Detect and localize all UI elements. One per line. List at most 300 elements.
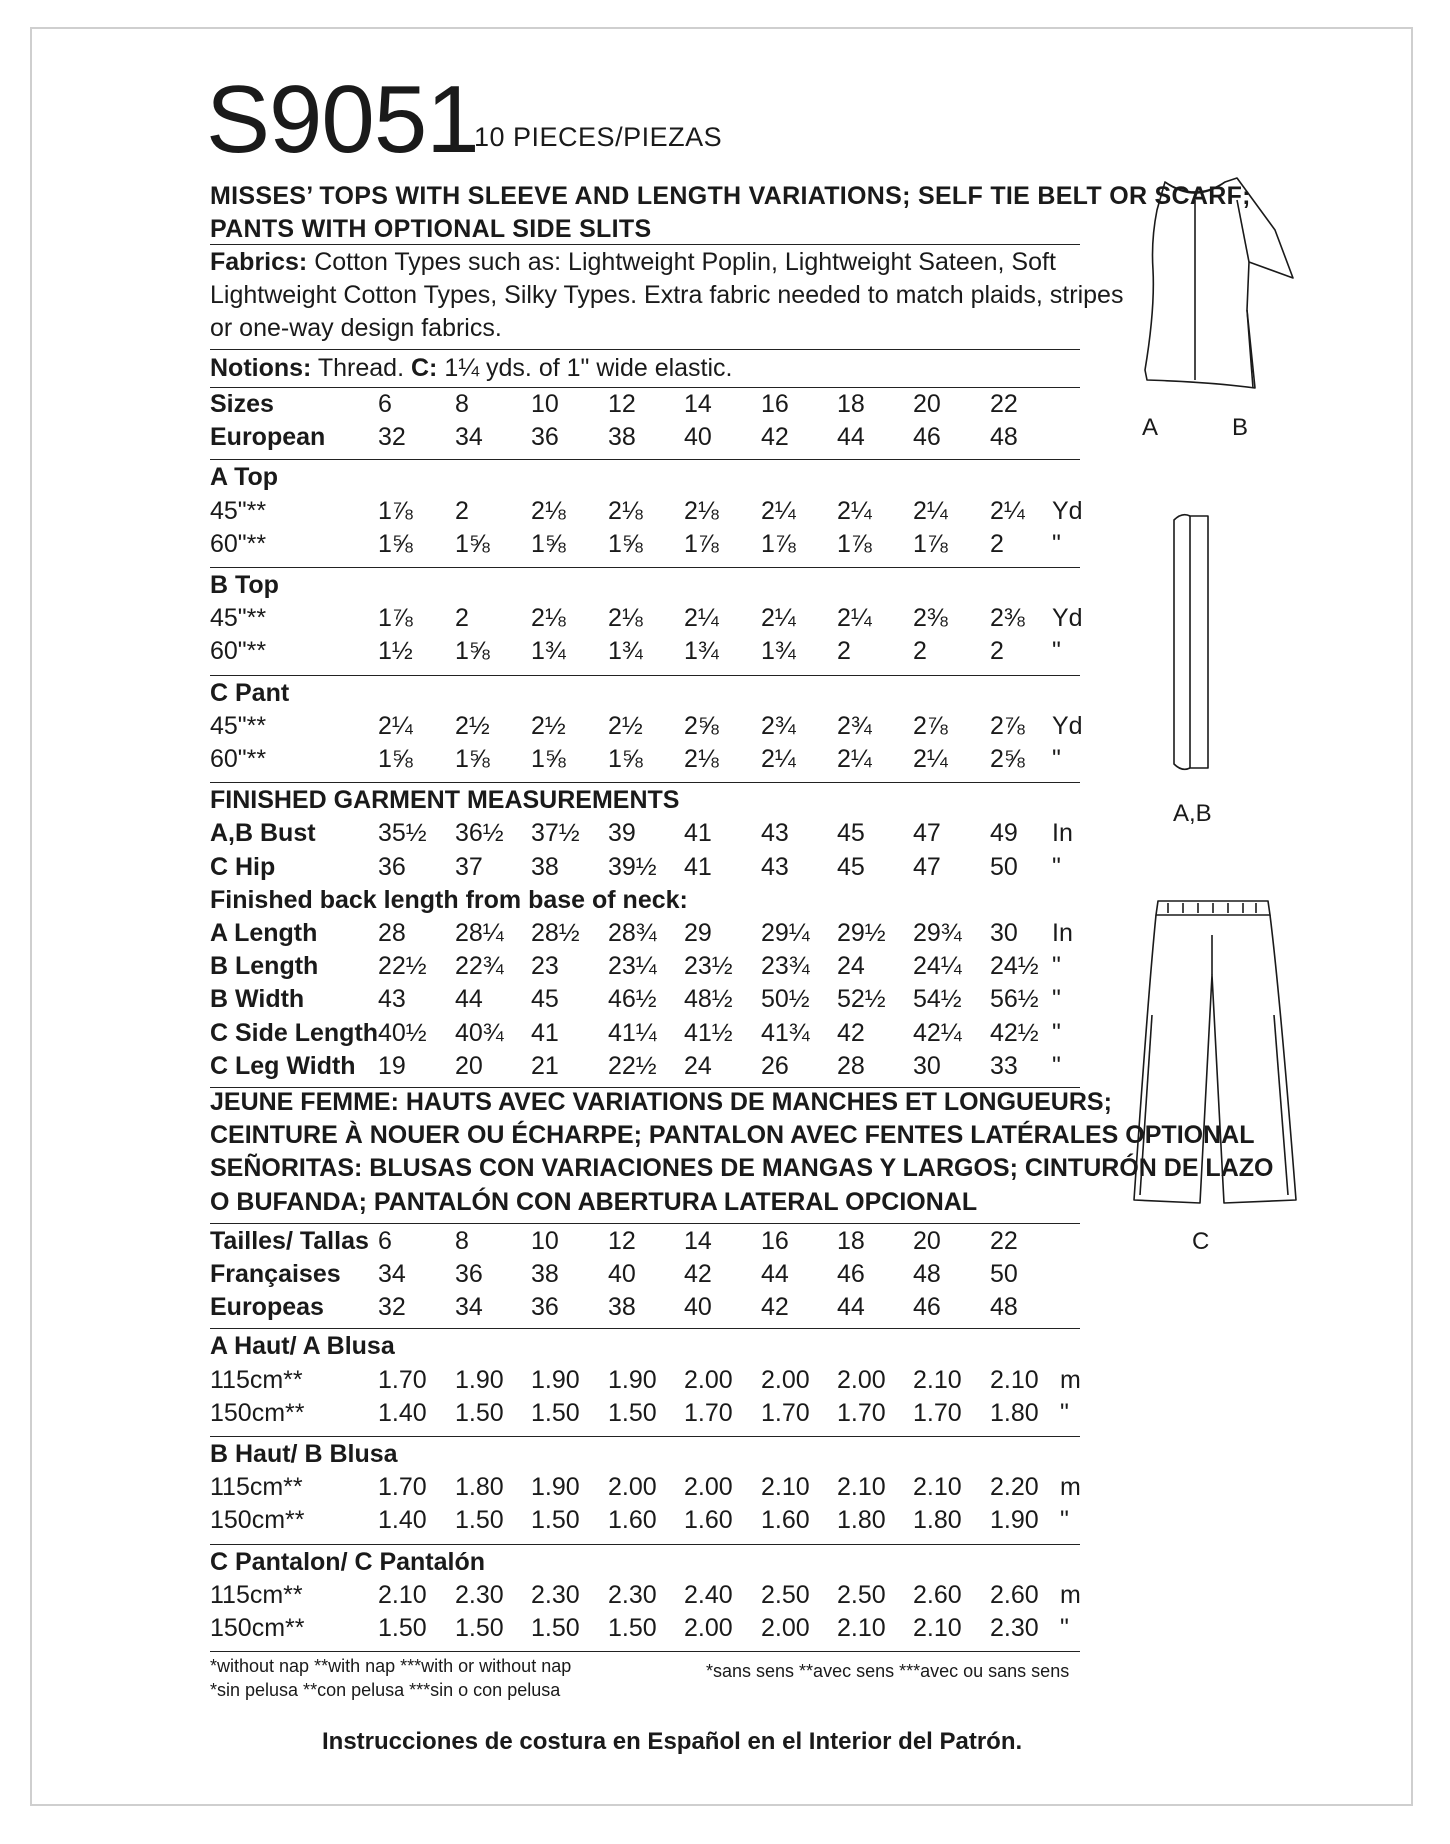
table-cell: 50 [990,1260,1018,1288]
table-cell: 23 [531,952,559,981]
table-cell: 38 [531,1260,559,1288]
yardage-row [210,745,1090,778]
table-cell: 18 [837,1226,865,1255]
table-cell: 24¼ [913,952,962,981]
pant-c-sketch [1128,895,1308,1215]
table-cell: 2.10 [913,1473,962,1502]
table-cell: 18 [837,390,865,418]
table-cell: 26 [761,1051,789,1080]
measurement-row [210,985,1090,1018]
yardage-heading [210,463,1090,496]
row-label: FINISHED GARMENT MEASUREMENTS [210,786,680,815]
divider [210,459,1080,460]
table-cell: 29¼ [761,919,810,947]
table-cell: 28½ [531,919,580,947]
measurement-row [210,919,1090,952]
table-cell: 48 [990,423,1018,452]
divider [210,567,1080,568]
table-cell: 2.10 [913,1365,962,1394]
unit-cell: " [1052,529,1061,558]
footnote-spanish: *sin pelusa **con pelusa ***sin o con pelusa [210,1680,561,1700]
table-cell: 2.30 [455,1580,504,1609]
table-cell: 44 [837,423,865,452]
notions-value: Thread. [311,354,411,382]
row-label: 150cm** [210,1398,305,1427]
table-cell: 1⅞ [761,529,796,558]
table-cell: 34 [378,1260,406,1288]
row-label: A Top [210,463,279,492]
table-cell: 2¼ [378,711,413,740]
table-cell: 28¾ [608,919,657,947]
table-cell: 2¾ [837,711,872,740]
table-cell: 28¼ [455,919,504,947]
table-cell: 36 [531,1293,559,1322]
table-cell: 20 [455,1051,483,1080]
table-cell: 2¼ [684,604,719,633]
table-cell: 24½ [990,952,1039,981]
row-label: 115cm** [210,1473,303,1502]
metric-yardage-row [210,1581,1090,1614]
divider [210,1436,1080,1437]
table-cell: 41 [531,1018,559,1047]
table-cell: 46 [837,1260,865,1288]
row-label: 45"** [210,496,267,525]
table-cell: 1⅝ [455,745,490,773]
back-length-heading [210,886,1090,919]
pattern-number: S9051 [206,66,479,173]
table-cell: 1⅝ [531,529,566,558]
table-cell: 2.60 [913,1580,962,1609]
table-cell: 1⅞ [837,529,872,558]
table-cell: 39½ [608,852,657,881]
table-cell: 40¾ [455,1018,504,1047]
divider [210,1651,1080,1652]
table-cell: 2.30 [531,1580,580,1609]
table-cell: 1⅝ [378,529,413,558]
unit-cell: Yd [1052,496,1083,525]
row-label: C Hip [210,852,276,881]
table-cell: 2.10 [913,1614,962,1642]
scarf-belt-sketch [1168,512,1218,774]
table-cell: 14 [684,390,712,418]
table-cell: 41¼ [608,1018,657,1047]
table-cell: 6 [378,390,392,418]
table-cell: 1.60 [684,1506,733,1535]
metric-yardage-heading [210,1440,1090,1473]
table-cell: 1⅝ [455,637,490,666]
row-label: A Haut/ A Blusa [210,1332,395,1361]
table-cell: 6 [378,1226,392,1255]
table-cell: 1.50 [455,1506,504,1535]
table-cell: 2 [990,637,1004,666]
table-cell: 22¾ [455,952,504,981]
table-cell: 2 [455,496,469,525]
table-cell: 36½ [455,819,504,848]
table-cell: 1.90 [455,1365,504,1394]
row-label: 150cm** [210,1614,305,1642]
divider [210,782,1080,783]
table-cell: 40 [684,423,712,452]
table-cell: 1.60 [761,1506,810,1535]
unit-cell: Yd [1052,711,1083,740]
table-cell: 2¼ [837,604,872,633]
table-cell: 36 [378,852,406,881]
table-cell: 50 [990,852,1018,881]
row-label: 150cm** [210,1506,305,1535]
row-label: B Width [210,985,305,1014]
table-cell: 2½ [531,711,566,740]
table-cell: 1½ [378,637,413,666]
metric-yardage-heading [210,1332,1090,1365]
table-cell: 1.60 [608,1506,657,1535]
table-cell: 1⅝ [455,529,490,558]
title-line: PANTS WITH OPTIONAL SIDE SLITS [210,215,652,243]
fabrics-text [210,246,1123,345]
view-label-c: C [1192,1228,1210,1255]
table-cell: 1⅞ [684,529,719,558]
row-label: B Haut/ B Blusa [210,1440,398,1468]
table-cell: 28 [378,919,406,947]
table-cell: 1.70 [378,1473,427,1502]
metric-yardage-row [210,1614,1090,1647]
table-cell: 1.50 [455,1614,504,1642]
unit-cell: " [1060,1506,1069,1535]
table-cell: 28 [837,1051,865,1080]
table-cell: 2¼ [913,496,948,525]
table-cell: 1.90 [531,1365,580,1394]
table-cell: 56½ [990,985,1039,1014]
table-cell: 1⅝ [608,745,643,773]
table-cell: 32 [378,1293,406,1322]
table-cell: 2.20 [990,1473,1039,1502]
table-cell: 37½ [531,819,580,848]
metric-yardage-row [210,1506,1090,1539]
table-cell: 46 [913,423,941,452]
yardage-row [210,712,1090,745]
table-cell: 2⅛ [684,496,719,525]
table-cell: 2.60 [990,1580,1039,1609]
unit-cell: " [1052,637,1061,666]
table-cell: 23¾ [761,952,810,981]
table-cell: 2.00 [761,1614,810,1642]
view-label-b: B [1232,414,1249,441]
table-cell: 2⅜ [990,604,1025,633]
table-cell: 45 [837,819,865,848]
table-cell: 22 [990,1226,1018,1255]
row-label: A,B Bust [210,819,316,848]
table-cell: 2 [990,529,1004,558]
view-label-a: A [1142,414,1159,441]
row-label: SEÑORITAS: BLUSAS CON VARIACIONES DE MANGAS Y LARGOS; CINTURÓN DE LAZO [210,1154,1274,1183]
table-cell: 40 [684,1293,712,1322]
table-cell: 50½ [761,985,810,1014]
unit-cell: m [1060,1365,1081,1394]
table-cell: 48 [913,1260,941,1288]
table-cell: 2.10 [837,1614,886,1642]
fabrics-label: Fabrics: [210,248,308,276]
table-cell: 1.50 [378,1614,427,1642]
table-cell: 16 [761,1226,789,1255]
measurement-row [210,853,1090,886]
table-cell: 38 [608,1293,636,1322]
table-cell: 1.70 [684,1398,733,1427]
metric-yardage-row [210,1366,1090,1399]
view-label-ab: A,B [1173,800,1212,827]
table-cell: 2⅝ [990,745,1025,773]
table-cell: 30 [913,1051,941,1080]
table-cell: 2.40 [684,1580,733,1609]
measurement-row [210,952,1090,985]
table-cell: 1¾ [761,637,796,666]
row-label: CEINTURE À NOUER OU ÉCHARPE; PANTALON AVEC FENTES LATÉRALES OPTIONAL [210,1121,1255,1150]
measurement-row [210,1019,1090,1052]
table-cell: 20 [913,1226,941,1255]
translation-title-line [210,1121,1255,1154]
table-cell: 23½ [684,952,733,981]
translation-title-line [210,1088,1112,1121]
table-cell: 1.40 [378,1506,427,1535]
table-cell: 1¾ [684,637,719,666]
unit-cell: " [1052,952,1061,981]
table-cell: 29½ [837,919,886,947]
table-cell: 45 [531,985,559,1014]
table-cell: 2⅛ [531,496,566,525]
table-cell: 39 [608,819,636,848]
table-cell: 1⅝ [531,745,566,773]
row-label: 60"** [210,637,267,666]
row-label: C Leg Width [210,1051,356,1080]
row-label: C Side Length [210,1018,379,1047]
table-cell: 49 [990,819,1018,848]
table-cell: 41¾ [761,1018,810,1047]
table-cell: 2.30 [990,1614,1039,1642]
table-cell: 2.00 [837,1365,886,1394]
table-cell: 52½ [837,985,886,1014]
table-cell: 2.10 [378,1580,427,1609]
table-cell: 2⅞ [913,711,948,740]
unit-cell: " [1052,852,1061,881]
footnote-english: *without nap **with nap ***with or without nap [210,1656,572,1676]
divider [210,675,1080,676]
table-cell: 22½ [378,952,427,981]
table-cell: 2.00 [608,1473,657,1502]
table-cell: 1.80 [455,1473,504,1502]
table-cell: 44 [455,985,483,1014]
table-cell: 1⅞ [913,529,948,558]
table-cell: 2.00 [684,1614,733,1642]
row-label: C Pantalon/ C Pantalón [210,1547,486,1576]
row-label: 115cm** [210,1580,303,1609]
table-cell: 2½ [608,711,643,740]
title-line: MISSES’ TOPS WITH SLEEVE AND LENGTH VARIATIONS; SELF TIE BELT OR SCARF; [210,182,1251,210]
table-cell: 22 [990,390,1018,418]
row-label: Tailles/ Tallas [210,1226,369,1255]
table-cell: 1.50 [608,1398,657,1427]
translation-title-line [210,1188,1090,1221]
row-label: 115cm** [210,1365,303,1394]
translation-title-line [210,1154,1274,1187]
table-cell: 2.30 [608,1580,657,1609]
yardage-row [210,604,1090,637]
metric-yardage-row [210,1399,1090,1432]
row-label: Françaises [210,1260,341,1288]
table-cell: 42¼ [913,1018,962,1047]
table-cell: 2.00 [684,1365,733,1394]
table-cell: 41 [684,819,712,848]
table-cell: 29 [684,919,712,947]
table-cell: 22½ [608,1051,657,1080]
metric-yardage-row [210,1473,1090,1506]
table-cell: 2¼ [761,496,796,525]
row-label: B Top [210,571,279,599]
top-ab-sketch [1125,170,1315,400]
table-cell: 10 [531,1226,559,1255]
finished-heading [210,786,1090,819]
table-cell: 1⅞ [378,604,413,633]
unit-cell: " [1052,745,1061,773]
table-cell: 23¼ [608,952,657,981]
table-cell: 16 [761,390,789,418]
table-cell: 1.80 [990,1398,1039,1427]
table-cell: 2.10 [837,1473,886,1502]
row-label: 60"** [210,529,267,558]
notions-c-label: C: [410,354,438,382]
table-cell: 42 [684,1260,712,1288]
unit-cell: Yd [1052,604,1083,633]
table-cell: 2 [455,604,469,633]
yardage-heading [210,679,1090,712]
table-cell: 33 [990,1051,1018,1080]
row-label: 45"** [210,711,267,740]
table-cell: 43 [761,852,789,881]
notions-label: Notions: [210,354,312,382]
europeas-sizes-row [210,1293,1090,1326]
unit-cell: " [1060,1614,1069,1642]
notions-c-value: 1¼ yds. of 1" wide elastic. [437,354,733,382]
row-label: O BUFANDA; PANTALÓN CON ABERTURA LATERAL OPCIONAL [210,1187,978,1216]
fabrics-line: or one-way design fabrics. [210,314,502,342]
table-cell: 32 [378,423,406,452]
divider [210,349,1080,350]
divider [210,1544,1080,1545]
table-cell: 46 [913,1293,941,1322]
divider [210,387,1080,388]
table-cell: 29¾ [913,919,962,947]
table-cell: 41 [684,852,712,881]
divider [210,244,1080,245]
row-label: A Length [210,919,318,947]
table-cell: 12 [608,390,636,418]
fabrics-line: Cotton Types such as: Lightweight Poplin, Lightweight Sateen, Soft [307,248,1056,276]
table-cell: 1.80 [913,1506,962,1535]
table-cell: 2.10 [761,1473,810,1502]
table-cell: 30 [990,919,1018,947]
table-cell: 43 [761,819,789,848]
table-cell: 2¼ [837,496,872,525]
divider [210,1328,1080,1329]
table-cell: 2¼ [761,745,796,773]
unit-cell: " [1052,1018,1061,1047]
row-label: Finished back length from base of neck: [210,885,688,914]
row-label: B Length [210,952,319,981]
table-cell: 1.40 [378,1398,427,1427]
row-label: 45"** [210,604,267,633]
row-label: Europeas [210,1293,324,1322]
unit-cell: " [1052,1051,1061,1080]
table-cell: 34 [455,1293,483,1322]
table-cell: 1⅞ [378,496,413,525]
table-cell: 48½ [684,985,733,1014]
table-cell: 19 [378,1051,406,1080]
table-cell: 1⅝ [378,745,413,773]
table-cell: 2¼ [913,745,948,773]
table-cell: 1¾ [531,637,566,666]
unit-cell: m [1060,1473,1081,1502]
table-cell: 38 [608,423,636,452]
table-cell: 12 [608,1226,636,1255]
table-cell: 2⅞ [990,711,1025,740]
footnote-french: *sans sens **avec sens ***avec ou sans sens [706,1661,1070,1681]
table-cell: 8 [455,1226,469,1255]
table-cell: 1.80 [837,1506,886,1535]
table-cell: 2.50 [837,1580,886,1609]
table-cell: 40½ [378,1018,427,1047]
pattern-title [210,180,1251,246]
yardage-row [210,497,1090,530]
table-cell: 2⅛ [608,496,643,525]
table-cell: 10 [531,390,559,418]
table-cell: 54½ [913,985,962,1014]
table-cell: 2½ [455,711,490,740]
unit-cell: " [1060,1398,1069,1427]
table-cell: 2 [913,637,927,666]
table-cell: 2⅛ [684,745,719,773]
metric-yardage-heading [210,1548,1090,1581]
table-cell: 2⅜ [913,604,948,633]
spanish-instructions-note: Instrucciones de costura en Español en el Interior del Patrón. [322,1728,1023,1755]
table-cell: 1.50 [531,1398,580,1427]
table-cell: 1⅝ [608,529,643,558]
table-cell: 34 [455,423,483,452]
table-cell: 36 [531,423,559,452]
row-label: European [210,423,326,452]
table-cell: 20 [913,390,941,418]
fabrics-line: Lightweight Cotton Types, Silky Types. Extra fabric needed to match plaids, stripes [210,281,1124,309]
row-label: JEUNE FEMME: HAUTS AVEC VARIATIONS DE MANCHES ET LONGUEURS; [210,1088,1112,1116]
table-cell: 1.70 [837,1398,886,1427]
table-cell: 42 [837,1018,865,1047]
table-cell: 44 [837,1293,865,1322]
table-cell: 44 [761,1260,789,1288]
pieces-count: 10 PIECES/PIEZAS [474,122,723,152]
table-cell: 47 [913,852,941,881]
table-cell: 1.70 [761,1398,810,1427]
unit-cell: In [1052,919,1073,947]
table-cell: 14 [684,1226,712,1255]
table-cell: 2 [837,637,851,666]
table-cell: 24 [837,952,865,981]
table-cell: 2.50 [761,1580,810,1609]
divider [210,1223,1080,1224]
table-cell: 2.00 [684,1473,733,1502]
table-cell: 8 [455,390,469,418]
table-cell: 1¾ [608,637,643,666]
table-cell: 43 [378,985,406,1014]
table-cell: 2⅛ [531,604,566,633]
table-cell: 2.10 [990,1365,1039,1394]
table-cell: 2.00 [761,1365,810,1394]
table-cell: 47 [913,819,941,848]
